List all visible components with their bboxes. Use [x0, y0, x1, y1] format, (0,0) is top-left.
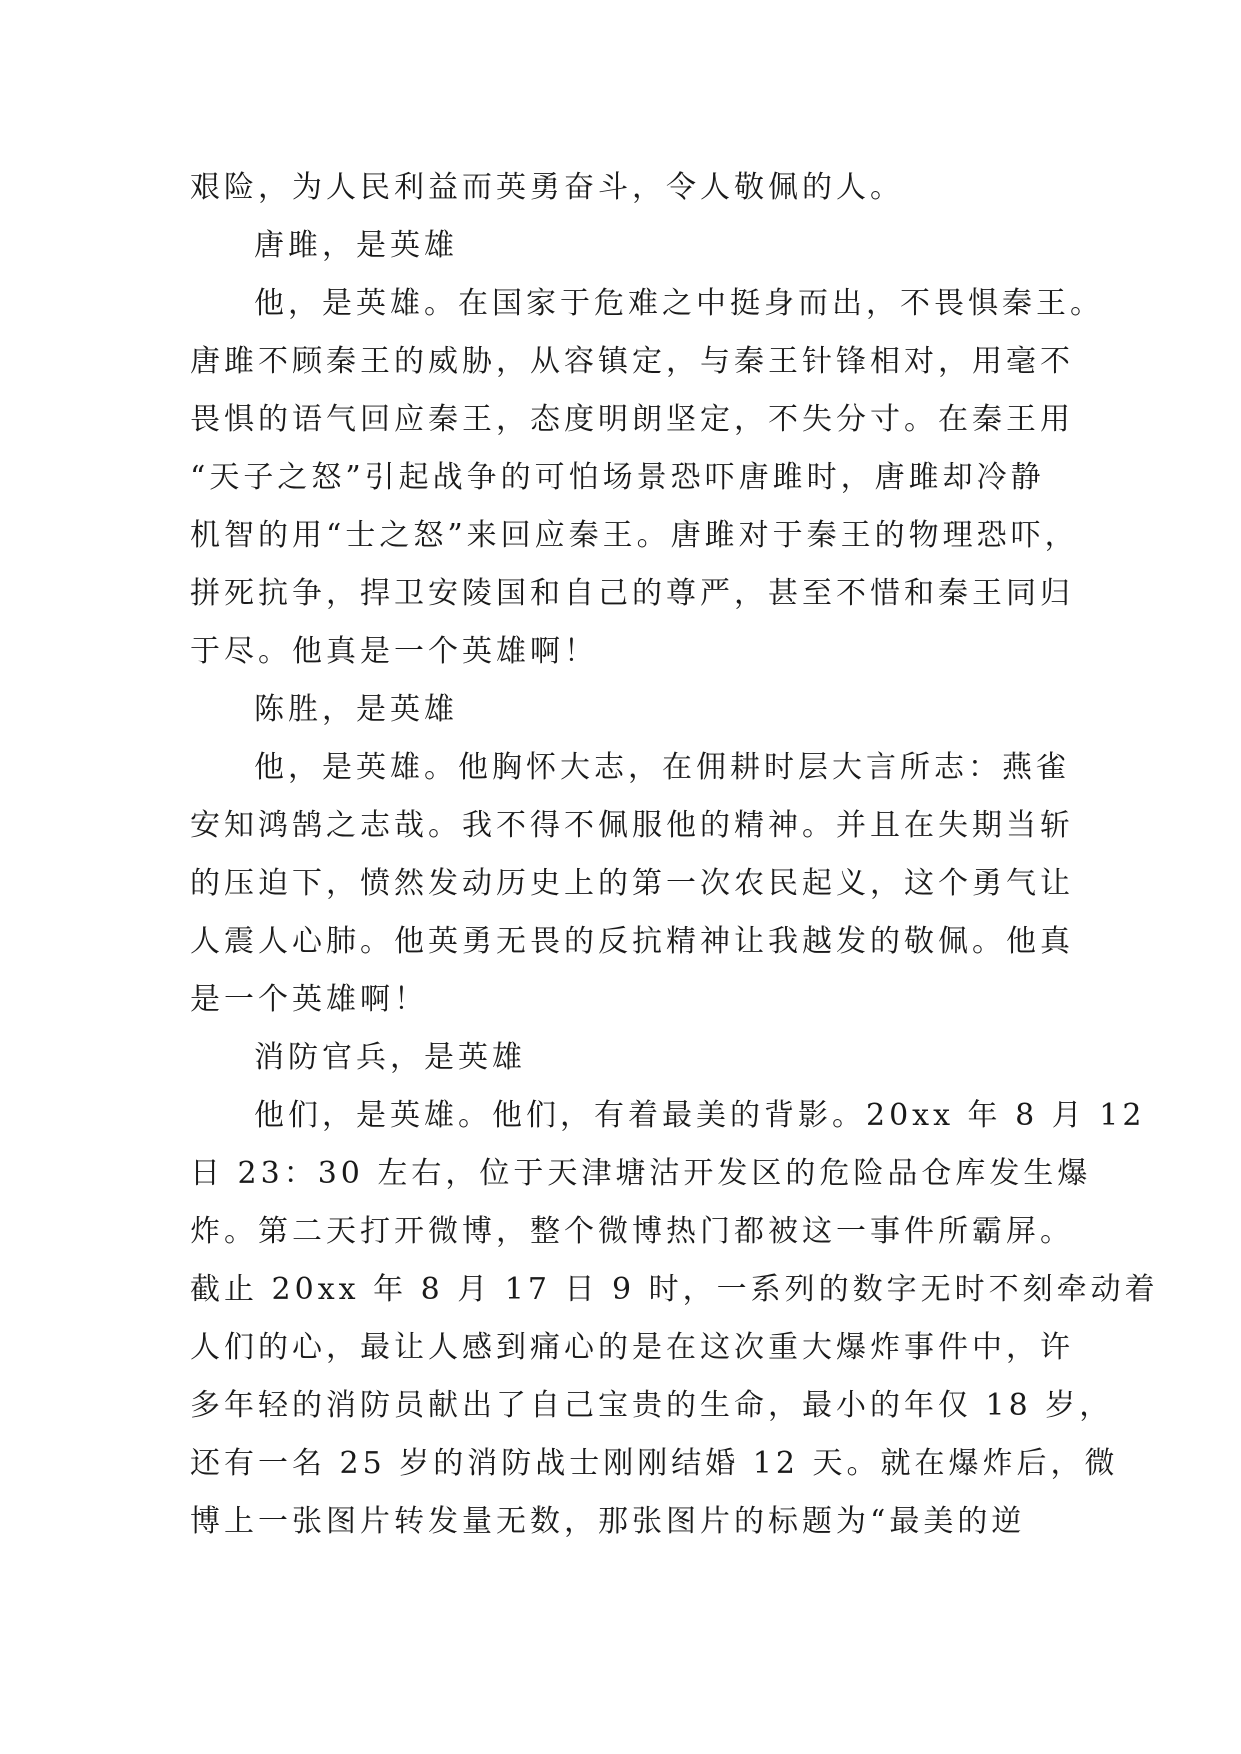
paragraph-line: 畏惧的语气回应秦王，态度明朗坚定，不失分寸。在秦王用	[190, 402, 1074, 437]
paragraph-line: 人们的心，最让人感到痛心的是在这次重大爆炸事件中，许	[190, 1330, 1074, 1365]
paragraph-line: 拼死抗争，捍卫安陵国和自己的尊严，甚至不惜和秦王同归	[190, 576, 1074, 611]
paragraph-line: 安知鸿鹄之志哉。我不得不佩服他的精神。并且在失期当斩	[190, 808, 1074, 843]
paragraph-line: 人震人心肺。他英勇无畏的反抗精神让我越发的敬佩。他真	[190, 924, 1074, 959]
paragraph-line: 多年轻的消防员献出了自己宝贵的生命，最小的年仅 18 岁，	[190, 1388, 1114, 1423]
paragraph-line: 是一个英雄啊！	[190, 982, 428, 1017]
section-heading-chen-sheng: 陈胜，是英雄	[254, 692, 458, 727]
section-heading-firefighters: 消防官兵，是英雄	[254, 1040, 526, 1075]
paragraph-line: 的压迫下，愤然发动历史上的第一次农民起义，这个勇气让	[190, 866, 1074, 901]
paragraph-line: 日 23：30 左右，位于天津塘沽开发区的危险品仓库发生爆	[190, 1156, 1092, 1191]
section-heading-tang-ju: 唐雎，是英雄	[254, 228, 458, 263]
paragraph-line: 还有一名 25 岁的消防战士刚刚结婚 12 天。就在爆炸后，微	[190, 1446, 1119, 1481]
paragraph-line: 艰险，为人民利益而英勇奋斗，令人敬佩的人。	[190, 170, 904, 205]
paragraph-line: 炸。第二天打开微博，整个微博热门都被这一事件所霸屏。	[190, 1214, 1074, 1249]
paragraph-line: 他们，是英雄。他们，有着最美的背影。20xx 年 8 月 12	[254, 1098, 1146, 1133]
paragraph-line: 他，是英雄。在国家于危难之中挺身而出，不畏惧秦王。	[254, 286, 1104, 321]
paragraph-line: 博上一张图片转发量无数，那张图片的标题为“最美的逆	[190, 1504, 1026, 1539]
paragraph-line: 他，是英雄。他胸怀大志，在佣耕时层大言所志：燕雀	[254, 750, 1070, 785]
paragraph-line: 截止 20xx 年 8 月 17 日 9 时，一系列的数字无时不刻牵动着	[190, 1272, 1159, 1307]
paragraph-line: 唐雎不顾秦王的威胁，从容镇定，与秦王针锋相对，用毫不	[190, 344, 1074, 379]
paragraph-line: “天子之怒”引起战争的可怕场景恐吓唐雎时，唐雎却冷静	[190, 460, 1045, 495]
paragraph-line: 机智的用“士之怒”来回应秦王。唐雎对于秦王的物理恐吓，	[190, 518, 1079, 553]
paragraph-line: 于尽。他真是一个英雄啊！	[190, 634, 598, 669]
